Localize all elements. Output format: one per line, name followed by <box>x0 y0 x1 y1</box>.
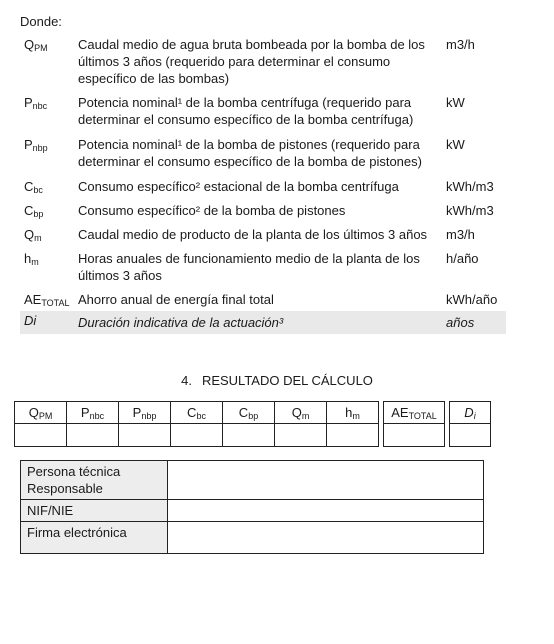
definition-symbol: $Q_{PM}$ <box>24 37 48 53</box>
definition-description: Consumo específico² de la bomba de pistones <box>78 203 346 218</box>
definition-description: Potencia nominal¹ de la bomba centrífuga (requerido para determinar el consumo específico de la bomba centrífuga) <box>78 95 414 127</box>
definition-unit: kW <box>446 137 465 152</box>
definition-description: Horas anuales de funcionamiento medio de la planta de los últimos 3 años <box>78 251 420 283</box>
calc-value-aetotal[interactable] <box>384 424 445 447</box>
definition-row <box>20 250 506 284</box>
calc-header-qpm: $Q_{PM}$ <box>15 402 67 424</box>
definition-unit: kW <box>446 95 465 110</box>
definition-description: Caudal medio de agua bruta bombeada por la bomba de los últimos 3 años (requerido para determinar el consumo específico de las bombas) <box>78 37 425 86</box>
definition-symbol: $Q_m$ <box>24 227 42 243</box>
calc-value-di[interactable] <box>450 424 491 447</box>
definition-description: Potencia nominal¹ de la bomba de pistones (requerido para determinar el consumo específico de la bomba de pistones) <box>78 137 422 169</box>
definition-unit: m3/h <box>446 37 475 52</box>
section-title <box>0 373 554 388</box>
responsible-row <box>21 461 484 500</box>
nif-label: NIF/NIE <box>21 500 168 522</box>
calculation-header-row <box>15 402 491 424</box>
signature-value[interactable] <box>168 522 484 554</box>
calc-value-hm[interactable] <box>327 424 379 447</box>
definition-row <box>20 202 506 219</box>
definition-description: Consumo específico² estacional de la bomba centrífuga <box>78 179 399 194</box>
definition-row <box>20 178 506 195</box>
nif-row <box>21 500 484 522</box>
calc-header-pnbc: $P_{nbc}$ <box>67 402 119 424</box>
calc-header-aetotal: $AE_{TOTAL}$ <box>384 402 445 424</box>
nif-value[interactable] <box>168 500 484 522</box>
calc-header-qm: $Q_m$ <box>275 402 327 424</box>
definition-description: Caudal medio de producto de la planta de los últimos 3 años <box>78 227 428 242</box>
calculation-value-row <box>15 424 491 447</box>
definition-symbol: $C_{bc}$ <box>24 179 43 195</box>
signature-row <box>21 522 484 554</box>
calculation-table <box>14 401 491 447</box>
calc-value-qpm[interactable] <box>15 424 67 447</box>
calc-value-cbp[interactable] <box>223 424 275 447</box>
definition-row <box>20 226 506 243</box>
definition-unit: m3/h <box>446 227 475 242</box>
definition-unit: años <box>446 315 475 330</box>
responsible-table <box>20 460 484 554</box>
calc-value-cbc[interactable] <box>171 424 223 447</box>
definition-row-duration <box>20 311 506 334</box>
responsible-label: Persona técnica Responsable <box>21 461 168 500</box>
definition-unit: kWh/m3 <box>446 203 494 218</box>
definition-symbol: $P_{nbp}$ <box>24 137 48 153</box>
section-number: 4. <box>181 373 192 388</box>
responsible-value[interactable] <box>168 461 484 500</box>
definition-row <box>20 136 506 170</box>
signature-label: Firma electrónica <box>21 522 168 554</box>
definition-symbol: $AE_{TOTAL}$ <box>24 292 70 308</box>
calc-value-pnbp[interactable] <box>119 424 171 447</box>
calc-header-cbc: $C_{bc}$ <box>171 402 223 424</box>
calc-header-di: $D_i$ <box>450 402 491 424</box>
calc-value-qm[interactable] <box>275 424 327 447</box>
donde-label: Donde: <box>20 14 62 29</box>
definition-description: Duración indicativa de la actuación³ <box>78 315 284 330</box>
definition-symbol: $h_m$ <box>24 251 39 267</box>
section-heading: RESULTADO DEL CÁLCULO <box>201 373 373 388</box>
calc-header-hm: $h_m$ <box>327 402 379 424</box>
definition-unit: kWh/m3 <box>446 179 494 194</box>
definition-row <box>20 94 506 128</box>
definition-unit: kWh/año <box>446 292 498 307</box>
definition-description: Ahorro anual de energía final total <box>78 292 274 307</box>
definition-symbol: $C_{bp}$ <box>24 203 44 219</box>
definition-symbol: $P_{nbc}$ <box>24 95 48 111</box>
definition-row <box>20 36 506 86</box>
definition-row <box>20 291 506 308</box>
calc-header-cbp: $C_{bp}$ <box>223 402 275 424</box>
definition-unit: h/año <box>446 251 479 266</box>
calc-value-pnbc[interactable] <box>67 424 119 447</box>
definitions-list <box>20 36 506 334</box>
definition-symbol: Di <box>24 313 37 328</box>
calc-header-pnbp: $P_{nbp}$ <box>119 402 171 424</box>
